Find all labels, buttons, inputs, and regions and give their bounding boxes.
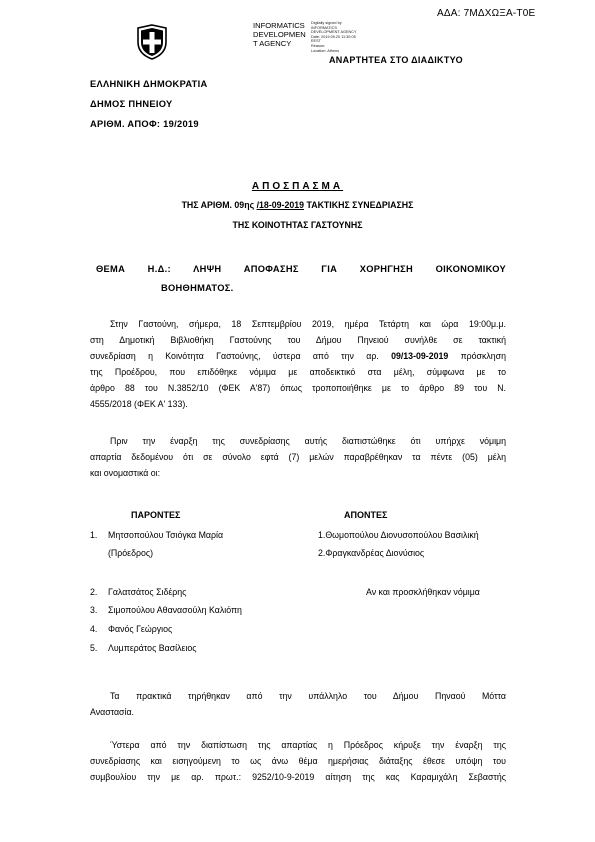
subject-line-continued: ΒΟΗΘΗΜΑΤΟΣ.: [161, 283, 234, 293]
absent-note: Αν και προσκλήθηκαν νόμιμα: [366, 587, 480, 597]
header-republic: ΕΛΛΗΝΙΚΗ ΔΗΜΟΚΡΑΤΙΑ: [90, 79, 208, 89]
present-member: 5. Λυμπεράτος Βασίλειος: [90, 643, 197, 653]
present-member: 3. Σιμοπούλου Αθανασούλη Καλιόπη: [90, 605, 242, 615]
present-member-role: (Πρόεδρος): [108, 548, 154, 558]
signature-stamp-details: Digitally signed by INFORMATICS DEVELOPMENT AGENCY Date: 2019.09.20 11:30:05 EEST Reason: Location: Athens: [311, 21, 357, 53]
paragraph-minutes: Τα πρακτικά τηρήθηκαν από την υπάλληλο του Δήμου Πηναού Μόττα Αναστασία.: [90, 691, 506, 717]
present-member: 2. Γαλατσάτος Σιδέρης: [90, 587, 187, 597]
ada-code: ΑΔΑ: 7ΜΔΧΩΞΑ-Τ0Ε: [437, 8, 536, 19]
absent-member: 2.Φραγκανδρέας Διονύσιος: [318, 548, 425, 558]
publish-online-label: ΑΝΑΡΤΗΤΕΑ ΣΤΟ ΔΙΑΔΙΚΤΥΟ: [329, 55, 463, 65]
paragraph-meeting-details: Στην Γαστούνη, σήμερα, 18 Σεπτεμβρίου 2019, ημέρα Τετάρτη και ώρα 19:00μ.μ. στη Δημοτική Βιβλιοθήκη Γαστούνης του Δήμου Πηνειού συνήλθε σε τακτική συνεδρίαση η Κοινότητα Γαστούνης, ύστερα από την αρ. 09/13-09-2019 πρόσκληση της Προέδρου, που επιδόθηκε νόμιμα με αποδεικτικό στα μέλη, σύμφωνα με το άρθρο 88 του Ν.3852/10 (ΦΕΚ Α'87) όπως τροποποιήθηκε με το άρθρο 89 του Ν. 4555/2018 (ΦΕΚ Α' 133).: [90, 319, 506, 409]
subject-line: ΘΕΜΑ Η.Δ.: ΛΗΨΗ ΑΠΟΦΑΣΗΣ ΓΙΑ ΧΟΡΗΓΗΣΗ ΟΙΚΟΝΟΜΙΚΟΥ: [96, 264, 506, 274]
present-heading: ΠΑΡΟΝΤΕΣ: [131, 510, 181, 520]
paragraph-proceedings: Ύστερα από την διαπίστωση της απαρτίας η Πρόεδρος κήρυξε την έναρξη της συνεδρίασης και εισηγούμενη το ως άνω θέμα ημερήσιας διάταξης έθεσε υπόψη του συμβουλίου την με αρ. πρωτ.: 9252/10-9-2019 αίτηση της κας Καραμιχάλη Σεβαστής: [90, 740, 506, 782]
paragraph-quorum: Πριν την έναρξη της συνεδρίασης αυτής διαπιστώθηκε ότι υπήρχε νόμιμη απαρτία δεδομένου ότι σε σύνολο εφτά (7) μελών παραβρέθηκαν τα πέντε (05) μέλη και ονομαστικά οι:: [90, 436, 506, 478]
signature-stamp-label: INFORMATICS DEVELOPMEN T AGENCY: [253, 21, 306, 48]
absent-member: 1.Θωμοπούλου Διονυσοπούλου Βασιλική: [318, 530, 479, 540]
present-member: 1. Μητσοπούλου Τσιόγκα Μαρία: [90, 530, 224, 540]
meeting-subtitle: ΤΗΣ ΑΡΙΘΜ. 09ης /18-09-2019 ΤΑΚΤΙΚΗΣ ΣΥΝΕΔΡΙΑΣΗΣ: [181, 200, 414, 210]
absent-heading: ΑΠΟΝΤΕΣ: [344, 510, 388, 520]
document-title: ΑΠΟΣΠΑΣΜΑ: [251, 181, 344, 192]
community-subtitle: ΤΗΣ ΚΟΙΝΟΤΗΤΑΣ ΓΑΣΤΟΥΝΗΣ: [232, 220, 363, 230]
greek-emblem-icon: [135, 24, 169, 60]
header-decision-number: ΑΡΙΘΜ. ΑΠΟΦ: 19/2019: [90, 119, 199, 129]
header-municipality: ΔΗΜΟΣ ΠΗΝΕΙΟΥ: [90, 99, 173, 109]
present-member: 4. Φανός Γεώργιος: [90, 624, 173, 634]
